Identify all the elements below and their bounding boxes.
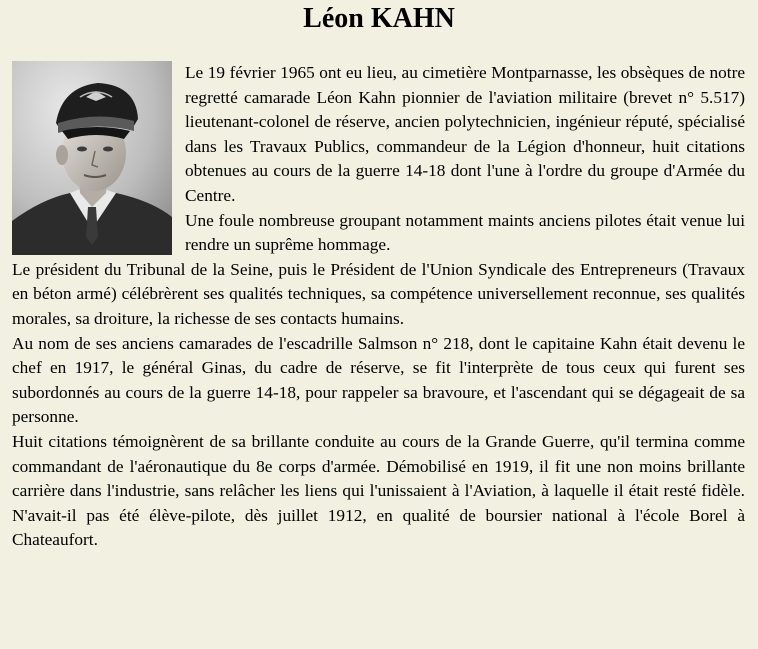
paragraph: Au nom de ses anciens camarades de l'escadrille Salmson n° 218, dont le capitaine Kahn était devenu le chef en 1917, le général Ginas, du cadre de réserve, se fit l'interprète de tous ceux qui furent ses subordonnés au cours de la guerre 14-18, pour rappeler sa bravoure, et l'ascendant qui se dégageait de sa personne.: [12, 333, 745, 427]
paragraph: Le 19 février 1965 ont eu lieu, au cimetière Montparnasse, les obsèques de notre regretté camarade Léon Kahn pionnier de l'aviation militaire (brevet n° 5.517) lieutenant-colonel de réserve, ancien polytechnicien, ingénieur réputé, spécialisé dans les Travaux Publics, commandeur de la Légion d'honneur, huit citations obtenues au cours de la guerre 14-18 dont l'une à l'ordre du groupe d'Armée du Centre.: [185, 63, 745, 205]
paragraph: Le président du Tribunal de la Seine, puis le Président de l'Union Syndicale des Entrepreneurs (Travaux en béton armé) célébrèrent ses qualités techniques, sa compétence universellement reconnue, ses qualités morales, sa droiture, la richesse de ses contacts humains.: [12, 259, 745, 328]
paragraph: Une foule nombreuse groupant notamment maints anciens pilotes était venue lui rendre un suprême hommage.: [185, 210, 745, 255]
portrait-photo: [12, 61, 172, 255]
paragraph: Huit citations témoignèrent de sa brillante conduite au cours de la Grande Guerre, qu'il termina comme commandant de l'aéronautique du 8e corps d'armée. Démobilisé en 1919, il fit une non moins brillante carrière dans l'industrie, sans relâcher les liens qui l'unissaient à l'Aviation, à laquelle il était resté fidèle. N'avait-il pas été élève-pilote, dès juillet 1912, en qualité de boursier national à l'école Borel à Chateaufort.: [12, 431, 745, 550]
article-body: [12, 61, 745, 553]
article-title: Léon KAHN: [303, 3, 455, 34]
